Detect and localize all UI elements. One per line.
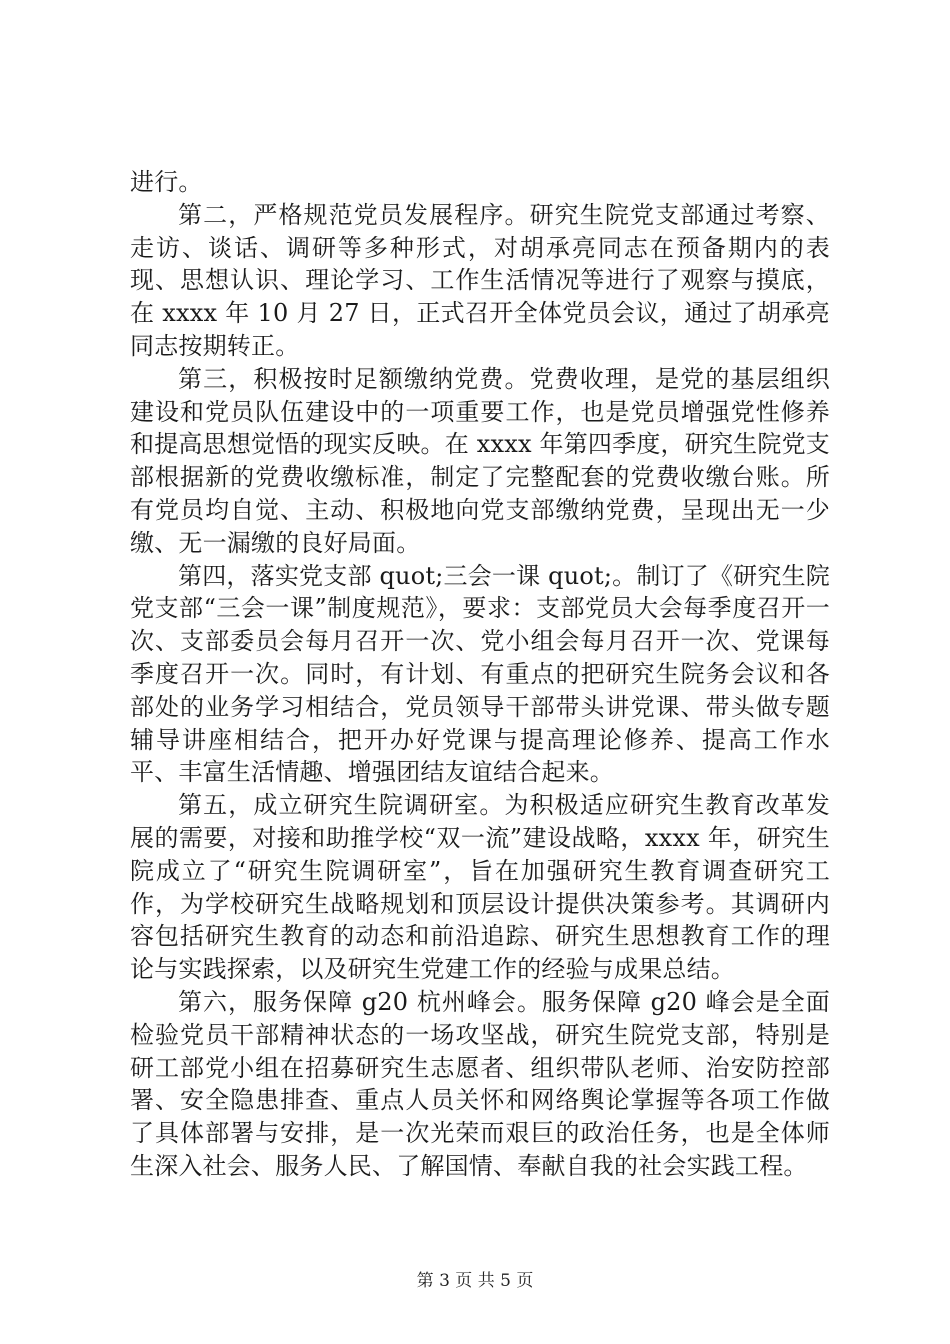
paragraph-continuation: 进行。 bbox=[130, 168, 203, 196]
paragraph-g20-summit: 第六，服务保障 g20 杭州峰会。服务保障 g20 峰会是全面检验党员干部精神状态的一场攻坚战，研究生院党支部，特别是研工部党小组在招募研究生志愿者、组织带队老师、治安防控部署、安全隐患排查、重点人员关怀和网络舆论掌握等各项工作做了具体部署与安排，是一次光荣而艰巨的政治任务，也是全体师生深入社会、服务人民、了解国情、奉献自我的社会实践工程。 bbox=[130, 987, 830, 1180]
paragraph-party-member-development: 第二，严格规范党员发展程序。研究生院党支部通过考察、走访、谈话、调研等多种形式，对胡承亮同志在预备期内的表现、思想认识、理论学习、工作生活情况等进行了观察与摸底，在 xxxx 年 10 月 27 日，正式召开全体党员会议，通过了胡承亮同志按期转正。 bbox=[130, 200, 830, 360]
page-number-footer: 第 3 页 共 5 页 bbox=[416, 1271, 534, 1291]
paragraph-three-meetings-one-lesson: 第四，落实党支部 quot;三会一课 quot;。制订了《研究生院党支部“三会一课”制度规范》，要求：支部党员大会每季度召开一次、支部委员会每月召开一次、党小组会每月召开一次、党课每季度召开一次。同时，有计划、有重点的把研究生院务会议和各部处的业务学习相结合，党员领导干部带头讲党课、带头做专题辅导讲座相结合，把开办好党课与提高理论修养、提高工作水平、丰富生活情趣、增强团结友谊结合起来。 bbox=[130, 561, 830, 787]
paragraph-party-dues: 第三，积极按时足额缴纳党费。党费收理，是党的基层组织建设和党员队伍建设中的一项重要工作，也是党员增强党性修养和提高思想觉悟的现实反映。在 xxxx 年第四季度，研究生院党支部根据新的党费收缴标准，制定了完整配套的党费收缴台账。所有党员均自觉、主动、积极地向党支部缴纳党费，呈现出无一少缴、无一漏缴的良好局面。 bbox=[130, 364, 830, 557]
document-body bbox=[130, 166, 830, 1183]
paragraph-research-office: 第五，成立研究生院调研室。为积极适应研究生教育改革发展的需要，对接和助推学校“双一流”建设战略，xxxx 年，研究生院成立了“研究生院调研室”，旨在加强研究生教育调查研究工作，为学校研究生战略规划和顶层设计提供决策参考。其调研内容包括研究生教育的动态和前沿追踪、研究生思想教育工作的理论与实践探索，以及研究生党建工作的经验与成果总结。 bbox=[130, 791, 830, 984]
